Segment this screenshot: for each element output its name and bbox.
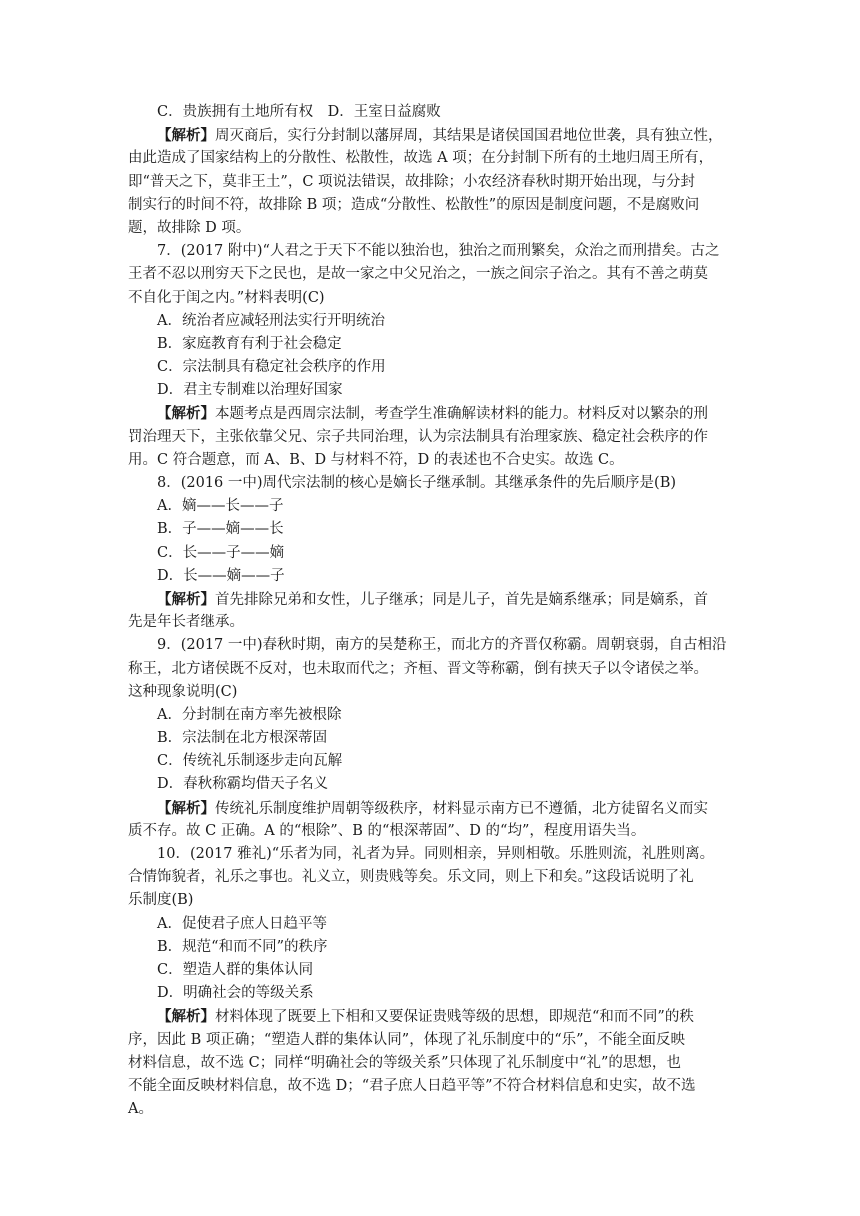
line-text: 序，因此 B 项正确；“塑造人群的集体认同”，体现了礼乐制度中的“乐”，不能全面反映 xyxy=(128,1031,686,1048)
answer-option xyxy=(128,913,738,936)
line-text: 不自化于闺之内。”材料表明(C) xyxy=(128,289,325,306)
line-text: 传统礼乐制度维护周朝等级秩序，材料显示南方已不遵循，北方徒留名义而实 xyxy=(215,800,708,817)
text-line xyxy=(128,866,738,889)
answer-option xyxy=(128,542,738,565)
line-text: 不能全面反映材料信息，故不选 D；“君子庶人日趋平等”不符合材料信息和史实，故不选 xyxy=(128,1077,696,1094)
analysis-tag: 【解析】 xyxy=(157,405,215,423)
analysis-tag: 【解析】 xyxy=(157,799,215,817)
line-text: 合情饰貌者，礼乐之事也。礼义立，则贵贱等矣。乐文同，则上下和矣。”这段话说明了礼 xyxy=(128,869,694,886)
line-text: B．规范“和而不同”的秩序 xyxy=(157,938,328,955)
question-stem xyxy=(128,634,738,657)
analysis-paragraph xyxy=(128,402,738,425)
line-text: D．长——嫡——子 xyxy=(157,567,285,584)
analysis-paragraph xyxy=(128,1005,738,1028)
line-text: D．明确社会的等级关系 xyxy=(157,985,314,1002)
analysis-tag: 【解析】 xyxy=(157,590,215,608)
answer-option xyxy=(128,379,738,402)
line-text: 10．(2017 雅礼)“乐者为同，礼者为异。同则相亲，异则相敬。乐胜则流，礼胜则离。 xyxy=(157,846,715,862)
line-text: 7．(2017 附中)“人君之于天下不能以独治也，独治之而刑繁矣，众治之而刑措矣。古之 xyxy=(157,243,720,260)
answer-option xyxy=(128,101,738,124)
answer-option xyxy=(128,727,738,750)
line-text: A．分封制在南方率先被根除 xyxy=(157,706,342,723)
line-text: 由此造成了国家结构上的分散性、松散性，故选 A 项；在分封制下所有的土地归周王所有， xyxy=(128,150,714,167)
text-line xyxy=(128,449,738,472)
answer-option xyxy=(128,936,738,959)
text-line xyxy=(128,611,738,634)
line-text: 用。C 符合题意，而 A、B、D 与材料不符，D 的表述也不合史实。故选 C。 xyxy=(128,451,624,468)
line-text: 先是年长者继承。 xyxy=(128,614,244,631)
line-text: 称王，北方诸侯既不反对，也未取而代之；齐桓、晋文等称霸，倒有挟天子以令诸侯之举。 xyxy=(128,660,708,677)
line-text: C．长——子——嫡 xyxy=(157,544,285,561)
line-text: 质不存。故 C 正确。A 的“根除”、B 的“根深蒂固”、D 的“均”，程度用语失当。 xyxy=(128,822,646,839)
line-text: B．宗法制在北方根深蒂固 xyxy=(157,730,328,747)
line-text: B．子——嫡——长 xyxy=(157,521,284,538)
text-line xyxy=(128,1098,738,1121)
line-text: 材料体现了既要上下相和又要保证贵贱等级的思想，即规范“和而不同”的秩 xyxy=(215,1009,694,1026)
analysis-paragraph xyxy=(128,797,738,820)
text-line xyxy=(128,889,738,912)
text-line xyxy=(128,1075,738,1098)
text-line xyxy=(128,820,738,843)
line-text: C．传统礼乐制逐步走向瓦解 xyxy=(157,753,343,770)
answer-option xyxy=(128,356,738,379)
line-text: 9．(2017 一中)春秋时期，南方的吴楚称王，而北方的齐晋仅称霸。周朝衰弱，自古相沿 xyxy=(157,637,727,654)
question-stem xyxy=(128,472,738,495)
line-text: A．统治者应减轻刑法实行开明统治 xyxy=(157,312,385,329)
analysis-tag: 【解析】 xyxy=(157,1008,215,1026)
line-text: 王者不忍以刑穷天下之民也，是故一家之中父兄治之，一族之间宗子治之。其有不善之萌莫 xyxy=(128,266,708,283)
line-text: 周灭商后，实行分封制以藩屏周，其结果是诸侯国国君地位世袭，具有独立性， xyxy=(215,128,723,145)
line-text: 材料信息，故不选 C；同样“明确社会的等级关系”只体现了礼乐制度中“礼”的思想，也 xyxy=(128,1054,681,1071)
answer-option xyxy=(128,310,738,333)
line-text: C．塑造人群的集体认同 xyxy=(157,961,314,978)
line-text: 题，故排除 D 项。 xyxy=(128,219,251,236)
text-line xyxy=(128,1052,738,1075)
answer-option xyxy=(128,495,738,518)
line-text: 8．(2016 一中)周代宗法制的核心是嫡长子继承制。其继承条件的先后顺序是(B) xyxy=(157,475,677,491)
answer-option xyxy=(128,773,738,796)
line-text: B．家庭教育有利于社会稳定 xyxy=(157,335,342,352)
analysis-paragraph xyxy=(128,588,738,611)
line-text: A．促使君子庶人日趋平等 xyxy=(157,915,327,932)
text-line xyxy=(128,171,738,194)
line-text: 这种现象说明(C) xyxy=(128,683,238,700)
answer-option xyxy=(128,565,738,588)
text-line xyxy=(128,287,738,310)
line-text: 首先排除兄弟和女性，儿子继承；同是儿子，首先是嫡系继承；同是嫡系，首 xyxy=(215,591,708,608)
text-line xyxy=(128,681,738,704)
answer-option xyxy=(128,704,738,727)
line-text: 本题考点是西周宗法制，考查学生准确解读材料的能力。材料反对以繁杂的刑 xyxy=(215,406,708,423)
answer-option xyxy=(128,518,738,541)
question-stem xyxy=(128,240,738,263)
line-text: A。 xyxy=(128,1101,153,1118)
line-text: 乐制度(B) xyxy=(128,892,194,909)
answer-option xyxy=(128,750,738,773)
text-line xyxy=(128,658,738,681)
line-text: D．春秋称霸均借天子名义 xyxy=(157,776,329,793)
answer-option xyxy=(128,959,738,982)
answer-option xyxy=(128,982,738,1005)
line-text: 罚治理天下，主张依靠父兄、宗子共同治理，认为宗法制具有治理家族、稳定社会秩序的作 xyxy=(128,428,708,445)
text-line xyxy=(128,217,738,240)
answer-option xyxy=(128,333,738,356)
document-page xyxy=(128,101,738,1121)
analysis-paragraph xyxy=(128,124,738,147)
line-text: 制实行的时间不符，故排除 B 项；造成“分散性、松散性”的原因是制度问题，不是腐败问 xyxy=(128,196,700,213)
analysis-tag: 【解析】 xyxy=(157,127,215,145)
text-line xyxy=(128,147,738,170)
text-line xyxy=(128,426,738,449)
line-text: C．宗法制具有稳定社会秩序的作用 xyxy=(157,359,386,376)
text-line xyxy=(128,1029,738,1052)
line-text: C．贵族拥有土地所有权 D．王室日益腐败 xyxy=(157,104,441,120)
line-text: 即“普天之下，莫非王土”，C 项说法错误，故排除；小农经济春秋时期开始出现，与分封 xyxy=(128,173,696,190)
text-line xyxy=(128,194,738,217)
text-line xyxy=(128,263,738,286)
line-text: D．君主专制难以治理好国家 xyxy=(157,382,343,399)
line-text: A．嫡——长——子 xyxy=(157,498,284,515)
question-stem xyxy=(128,843,738,866)
